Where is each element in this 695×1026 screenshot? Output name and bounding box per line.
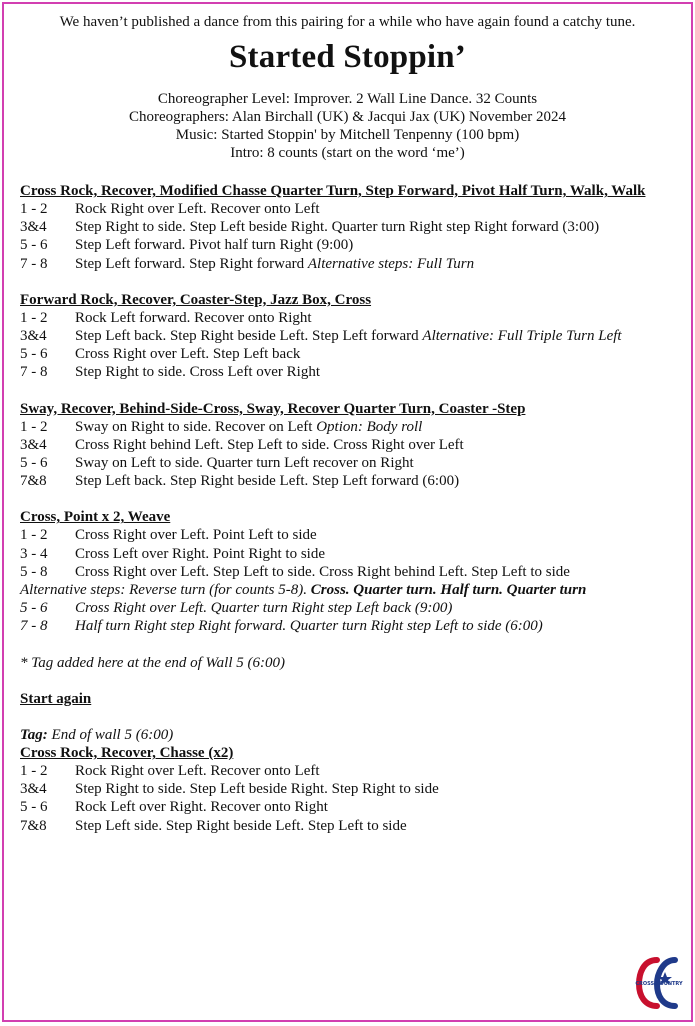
section-title: Cross Rock, Recover, Chasse (x2): [20, 745, 234, 762]
step-count: 5 - 6: [20, 346, 48, 363]
step-row: [20, 454, 683, 472]
step-count: 3&4: [20, 781, 47, 798]
step-text: Cross Right over Left. Quarter turn Right step Left back (9:00): [75, 600, 453, 617]
step-count: 7&8: [20, 817, 47, 834]
section-title: Sway, Recover, Behind-Side-Cross, Sway, Recover Quarter Turn, Coaster -Step: [20, 400, 526, 417]
tag-section: [20, 726, 683, 835]
step-text: Sway on Right to side. Recover on Left Option: Body roll: [75, 418, 423, 435]
logo-text: CROSS COUNTRY: [635, 981, 683, 987]
section-1: [20, 182, 683, 273]
step-row: [20, 363, 683, 381]
section-title: Cross Rock, Recover, Modified Chasse Quarter Turn, Step Forward, Pivot Half Turn, Walk, Walk: [20, 183, 646, 199]
step-row: [20, 762, 683, 780]
tag-note: * Tag added here at the end of Wall 5 (6:00): [20, 654, 285, 671]
step-alternative: Option: Body roll: [316, 418, 423, 435]
step-row: [20, 472, 683, 490]
section-title: Forward Rock, Recover, Coaster-Step, Jazz Box, Cross: [20, 291, 372, 308]
alternative-steps-line: [20, 581, 683, 599]
step-text: Cross Right behind Left. Step Left to side. Cross Right over Left: [75, 436, 464, 453]
step-row: [20, 345, 683, 363]
step-text: Rock Right over Left. Recover onto Left: [75, 763, 320, 780]
tag-label: Tag:: [20, 726, 48, 743]
page-title: Started Stoppin’: [229, 39, 466, 75]
step-count: 5 - 6: [20, 237, 48, 254]
step-text: Rock Right over Left. Recover onto Left: [75, 201, 320, 217]
step-row: [20, 327, 683, 345]
step-count: 7 - 8: [20, 618, 48, 635]
step-row: [20, 798, 683, 816]
meta-music: Music: Started Stoppin' by Mitchell Tenpenny (100 bpm): [175, 127, 520, 143]
section-2: [20, 291, 683, 382]
step-row: [20, 526, 683, 544]
step-row: [20, 545, 683, 563]
step-text: Half turn Right step Right forward. Quarter turn Right step Left to side (6:00): [75, 618, 543, 635]
cross-country-logo: [635, 954, 683, 1012]
alt-step-row: [20, 617, 683, 635]
step-count: 5 - 6: [20, 455, 48, 472]
step-row: [20, 255, 683, 273]
step-count: 1 - 2: [20, 309, 48, 326]
start-again: Start again: [20, 690, 92, 707]
alternative-intro: Alternative steps: Reverse turn (for counts 5-8).: [20, 582, 311, 599]
step-row: [20, 309, 683, 327]
section-3: [20, 400, 683, 491]
step-count: 3&4: [20, 436, 47, 453]
alt-step-row: [20, 599, 683, 617]
intro-text: We haven’t published a dance from this pairing for a while who have again found a catchy tune.: [59, 14, 636, 30]
step-text: Cross Right over Left. Step Left back: [75, 346, 301, 363]
step-count: 1 - 2: [20, 418, 48, 435]
meta-choreographers: Choreographers: Alan Birchall (UK) & Jacqui Jax (UK) November 2024: [129, 109, 566, 125]
step-count: 3&4: [20, 328, 47, 345]
meta-intro: Intro: 8 counts (start on the word ‘me’): [230, 145, 465, 161]
step-text: Cross Left over Right. Point Right to side: [75, 545, 325, 562]
step-alternative: Alternative steps: Full Turn: [307, 255, 475, 272]
section-title: Cross, Point x 2, Weave: [20, 509, 171, 526]
step-row: [20, 780, 683, 798]
step-count: 7 - 8: [20, 364, 48, 381]
step-alternative: Alternative: Full Triple Turn Left: [422, 328, 622, 345]
step-count: 1 - 2: [20, 527, 48, 544]
dance-meta: [4, 90, 691, 162]
step-text: Step Left forward. Pivot half turn Right (9:00): [75, 237, 354, 254]
step-count: 5 - 8: [20, 563, 48, 580]
alternative-summary: Cross. Quarter turn. Half turn. Quarter turn: [310, 582, 587, 599]
step-text: Sway on Left to side. Quarter turn Left recover on Right: [75, 455, 414, 472]
step-count: 1 - 2: [20, 763, 48, 780]
step-count: 1 - 2: [20, 201, 48, 217]
step-count: 7 - 8: [20, 255, 48, 272]
step-row: [20, 236, 683, 254]
dance-sheet: [2, 2, 693, 1022]
step-text: Step Left back. Step Right beside Left. Step Left forward Alternative: Full Triple Turn Left: [75, 328, 622, 345]
step-row: [20, 418, 683, 436]
step-text: Cross Right over Left. Point Left to side: [75, 527, 317, 544]
step-count: 3&4: [20, 219, 47, 236]
step-count: 7&8: [20, 473, 47, 490]
step-text: Step Right to side. Step Left beside Right. Quarter turn Right step Right forward (3:00): [75, 219, 600, 236]
step-text: Step Left forward. Step Right forward Alternative steps: Full Turn: [75, 255, 475, 272]
step-text: Step Left side. Step Right beside Left. Step Left to side: [75, 817, 407, 834]
step-row: [20, 563, 683, 581]
tag-heading: [20, 726, 683, 744]
step-text: Step Right to side. Step Left beside Right. Step Right to side: [75, 781, 439, 798]
tag-label-rest: End of wall 5 (6:00): [47, 726, 174, 743]
step-row: [20, 436, 683, 454]
step-count: 5 - 6: [20, 600, 48, 617]
step-text: Rock Left forward. Recover onto Right: [75, 309, 312, 326]
step-text: Step Left back. Step Right beside Left. Step Left forward (6:00): [75, 473, 460, 490]
step-count: 5 - 6: [20, 799, 48, 816]
step-row: [20, 200, 683, 218]
step-text: Rock Left over Right. Recover onto Right: [75, 799, 328, 816]
step-row: [20, 218, 683, 236]
step-text: Step Right to side. Cross Left over Right: [75, 364, 320, 381]
step-row: [20, 817, 683, 835]
section-4: [20, 508, 683, 635]
meta-level: Choreographer Level: Improver. 2 Wall Line Dance. 32 Counts: [157, 91, 538, 107]
step-text: Cross Right over Left. Step Left to side. Cross Right behind Left. Step Left to side: [75, 563, 570, 580]
step-count: 3 - 4: [20, 545, 48, 562]
